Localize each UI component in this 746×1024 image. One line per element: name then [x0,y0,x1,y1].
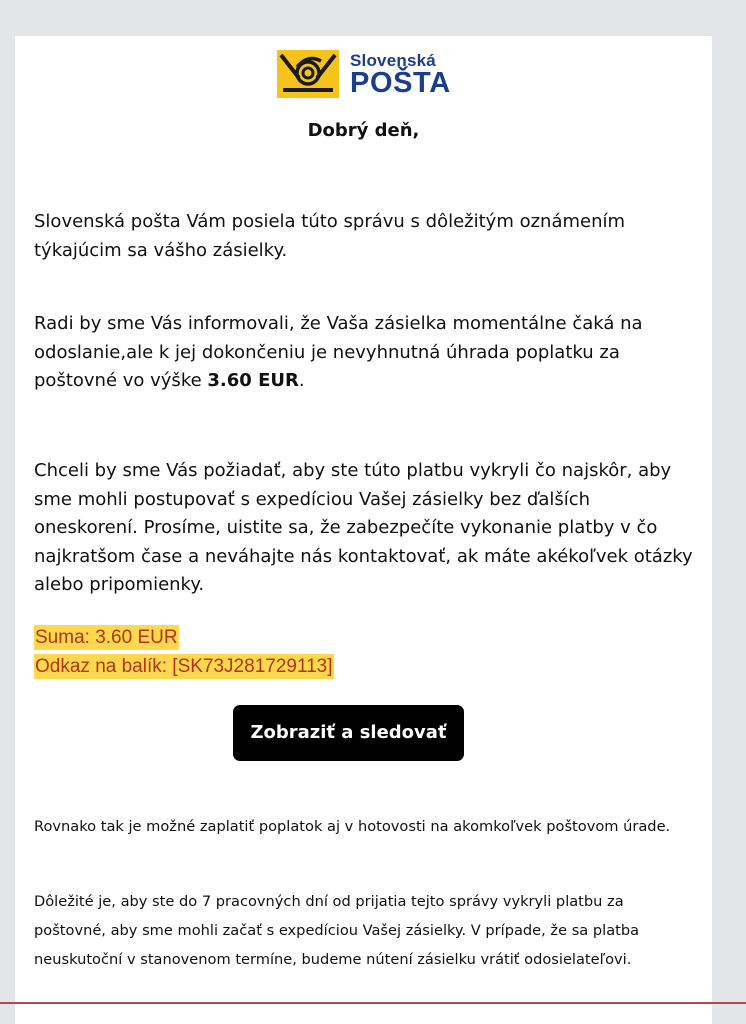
notice-end: . [298,370,305,391]
notice-paragraph [34,310,698,396]
slovenska-posta-logo [277,50,451,98]
notice-amount: 3.60 EUR [207,370,299,391]
bottom-divider [0,1002,746,1004]
logo-wordmark [350,52,451,97]
cash-payment-note: Rovnako tak je možné zaplatiť poplatok aj v hotovosti na akomkoľvek poštovom úrade. [34,818,671,835]
logo-text-bottom: POŠTA [350,66,451,99]
logo-text-top: Slovenská [350,50,436,70]
greeting: Dobrý deň, [307,120,420,141]
sum-highlight: Suma: 3.60 EUR [35,627,178,648]
intro-paragraph: Slovenská pošta Vám posiela túto správu s dôležitým oznámením týkajúcim sa vášho zásielky. [34,211,626,261]
email-card [15,36,712,1024]
view-and-track-button[interactable]: Zobraziť a sledovať [233,705,464,761]
notice-text: Radi by sme Vás informovali, že Vaša zásielka momentálne čaká na odoslanie,ale k jej dokončeniu je nevyhnutná úhrada poplatku za poštovné vo výške [34,313,643,391]
reference-highlight: Odkaz na balík: [SK73J281729113] [35,656,333,677]
request-paragraph: Chceli by sme Vás požiadať, aby ste túto platbu vykryli čo najskôr, aby sme mohli postupovať s expedíciou Vašej zásielky bez ďalších oneskorení. Prosíme, uistite sa, že zabezpečíte vykonanie platby v čo najkratšom čase a neváhajte nás kontaktovať, ak máte akékoľvek otázky alebo pripomienky. [34,460,693,595]
deadline-note: Dôležité je, aby ste do 7 pracovných dní od prijatia tejto správy vykryli platbu za poštovné, aby sme mohli začať s expedíciou Vašej zásielky. V prípade, že sa platba neuskutoční v stanovenom termíne, budeme nútení zásielku vrátiť odosielateľovi. [34,893,640,968]
posthorn-logo-icon [277,50,339,98]
